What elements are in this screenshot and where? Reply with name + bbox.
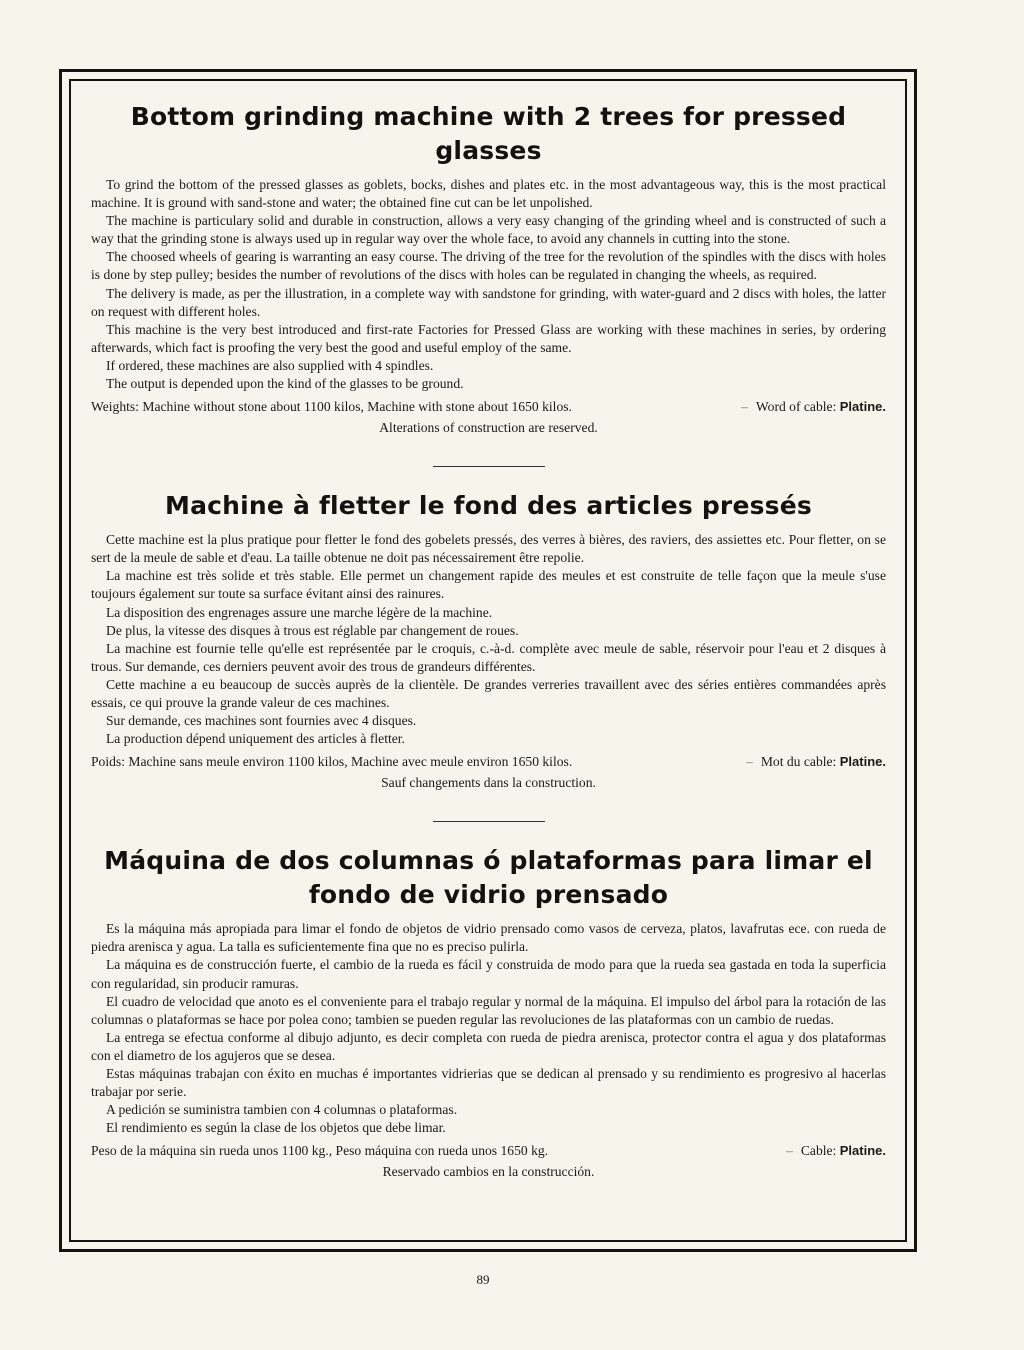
- paragraph: El rendimiento es según la clase de los objetos que debe limar.: [106, 1120, 446, 1136]
- paragraph: El cuadro de velocidad que anoto es el conveniente para el trabajo regular y normal de la máquina. El impulso del árbol para la rotación de las columnas o plataformas se hace por polea cono; tambien se pueden regular las revoluciones de las plataformas con un cambio de ruedas.: [91, 993, 886, 1027]
- paragraph: La production dépend uniquement des articles à fletter.: [106, 731, 405, 747]
- paragraph: The choosed wheels of gearing is warranting an easy course. The driving of the tree for the revolution of the spindles with the discs with holes is done by step pulley; besides the number of revolutions of the discs with holes can be regulated in changing the wheels, as required.: [91, 249, 886, 283]
- reserved-note: Reservado cambios en la construcción.: [382, 1164, 595, 1180]
- reserved-note: Alterations of construction are reserved.: [379, 420, 598, 436]
- section-title: Máquina de dos columnas ó plataformas para limar el fondo de vidrio prensado: [104, 846, 873, 910]
- cable-info: – Mot du cable: Platine.: [746, 754, 886, 770]
- paragraph: Sur demande, ces machines sont fournies avec 4 disques.: [106, 713, 417, 729]
- paragraph: This machine is the very best introduced and first-rate Factories for Pressed Glass are working with these machines in series, by ordering afterwards, which fact is proofing the very best the good and useful employ of the same.: [91, 321, 886, 355]
- cable-info: – Cable: Platine.: [786, 1143, 886, 1159]
- cable-value: Platine.: [839, 754, 886, 770]
- section-body: [91, 176, 886, 393]
- section-french: [91, 489, 886, 793]
- weights-line: [91, 397, 886, 416]
- paragraph: Es la máquina más apropiada para limar el fondo de objetos de vidrio prensado como vasos de cerveza, platos, lavafrutas ece. con rueda de piedra arenisca y agua. La talla es suficientemente fina que no es preciso pulirla.: [91, 921, 886, 955]
- reserved-note: Sauf changements dans la construction.: [381, 775, 596, 791]
- weights-text: Weights: Machine without stone about 1100 kilos, Machine with stone about 1650 kilos.: [91, 399, 572, 415]
- paragraph: Estas máquinas trabajan con éxito en muchas é importantes vidrierias que se dedican al prensado y su rendimiento es progresivo al hacerlas trabajar por serie.: [91, 1066, 886, 1100]
- page-number: 89: [476, 1272, 490, 1287]
- paragraph: La disposition des engrenages assure une marche légère de la machine.: [106, 604, 493, 620]
- paragraph: The output is depended upon the kind of the glasses to be ground.: [106, 376, 464, 392]
- page-content: [91, 100, 886, 1225]
- section-divider: [433, 821, 545, 822]
- section-body: [91, 920, 886, 1137]
- paragraph: To grind the bottom of the pressed glasses as goblets, bocks, dishes and plates etc. in the most advantageous way, this is the most practical machine. It is ground with sand-stone and water; the obtained fine cut can be let unpolished.: [91, 177, 886, 211]
- section-divider: [433, 466, 545, 467]
- cable-info: – Word of cable: Platine.: [741, 399, 886, 415]
- section-english: [91, 100, 886, 438]
- section-title: Machine à fletter le fond des articles pressés: [165, 491, 812, 521]
- cable-label: Word of cable:: [755, 399, 837, 415]
- paragraph: A pedición se suministra tambien con 4 columnas o plataformas.: [106, 1102, 458, 1118]
- paragraph: If ordered, these machines are also supplied with 4 spindles.: [106, 357, 434, 373]
- weights-line: [91, 752, 886, 771]
- cable-label: Mot du cable:: [760, 754, 837, 770]
- weights-text: Poids: Machine sans meule environ 1100 kilos, Machine avec meule environ 1650 kilos.: [91, 754, 573, 770]
- paragraph: The delivery is made, as per the illustration, in a complete way with sandstone for grinding, with water-guard and 2 discs with holes, the latter on request with different holes.: [91, 285, 886, 319]
- cable-label: Cable:: [800, 1143, 837, 1159]
- paragraph: La entrega se efectua conforme al dibujo adjunto, es decir completa con rueda de piedra arenisca, protector contra el agua y dos plataformas con el diametro de los agujeros que se desea.: [91, 1029, 886, 1063]
- paragraph: Cette machine a eu beaucoup de succès auprès de la clientèle. De grandes verreries travaillent avec des séries entières commandées après essais, ce qui prouve la grande valeur de ces machines.: [91, 676, 886, 710]
- section-body: [91, 531, 886, 748]
- paragraph: La machine est très solide et très stable. Elle permet un changement rapide des meules et est construite de telle façon que la meule s'use toujours également sur toute sa surface évitant ainsi des rainures.: [91, 568, 886, 602]
- section-spanish: [91, 844, 886, 1182]
- section-title: Bottom grinding machine with 2 trees for pressed glasses: [130, 102, 847, 165]
- cable-value: Platine.: [839, 399, 886, 415]
- paragraph: The machine is particulary solid and durable in construction, allows a very easy changing of the grinding wheel and is constructed of such a way that the grinding stone is always used up in regular way over the whole face, to avoid any channels in cutting into the stone.: [91, 213, 886, 247]
- paragraph: Cette machine est la plus pratique pour fletter le fond des gobelets pressés, des verres à bières, des raviers, des assiettes etc. Pour fletter, on se sert de la meule de sable et d'eau. La taille obtenue ne doit pas nécessairement être repolie.: [91, 532, 886, 566]
- paragraph: La máquina es de construcción fuerte, el cambio de la rueda es fácil y construida de modo para que la rueda sea gastada en toda la superficia con regularidad, sin producir ramuras.: [91, 957, 886, 991]
- paragraph: La machine est fournie telle qu'elle est représentée par le croquis, c.-à-d. complète avec meule de sable, réservoir pour l'eau et 2 disques à trous. Sur demande, ces derniers peuvent avoir des trous de grandeurs différentes.: [91, 640, 886, 674]
- weights-line: [91, 1141, 886, 1160]
- weights-text: Peso de la máquina sin rueda unos 1100 kg., Peso máquina con rueda unos 1650 kg.: [91, 1143, 549, 1159]
- paragraph: De plus, la vitesse des disques à trous est réglable par changement de roues.: [106, 622, 519, 638]
- cable-value: Platine.: [839, 1143, 886, 1159]
